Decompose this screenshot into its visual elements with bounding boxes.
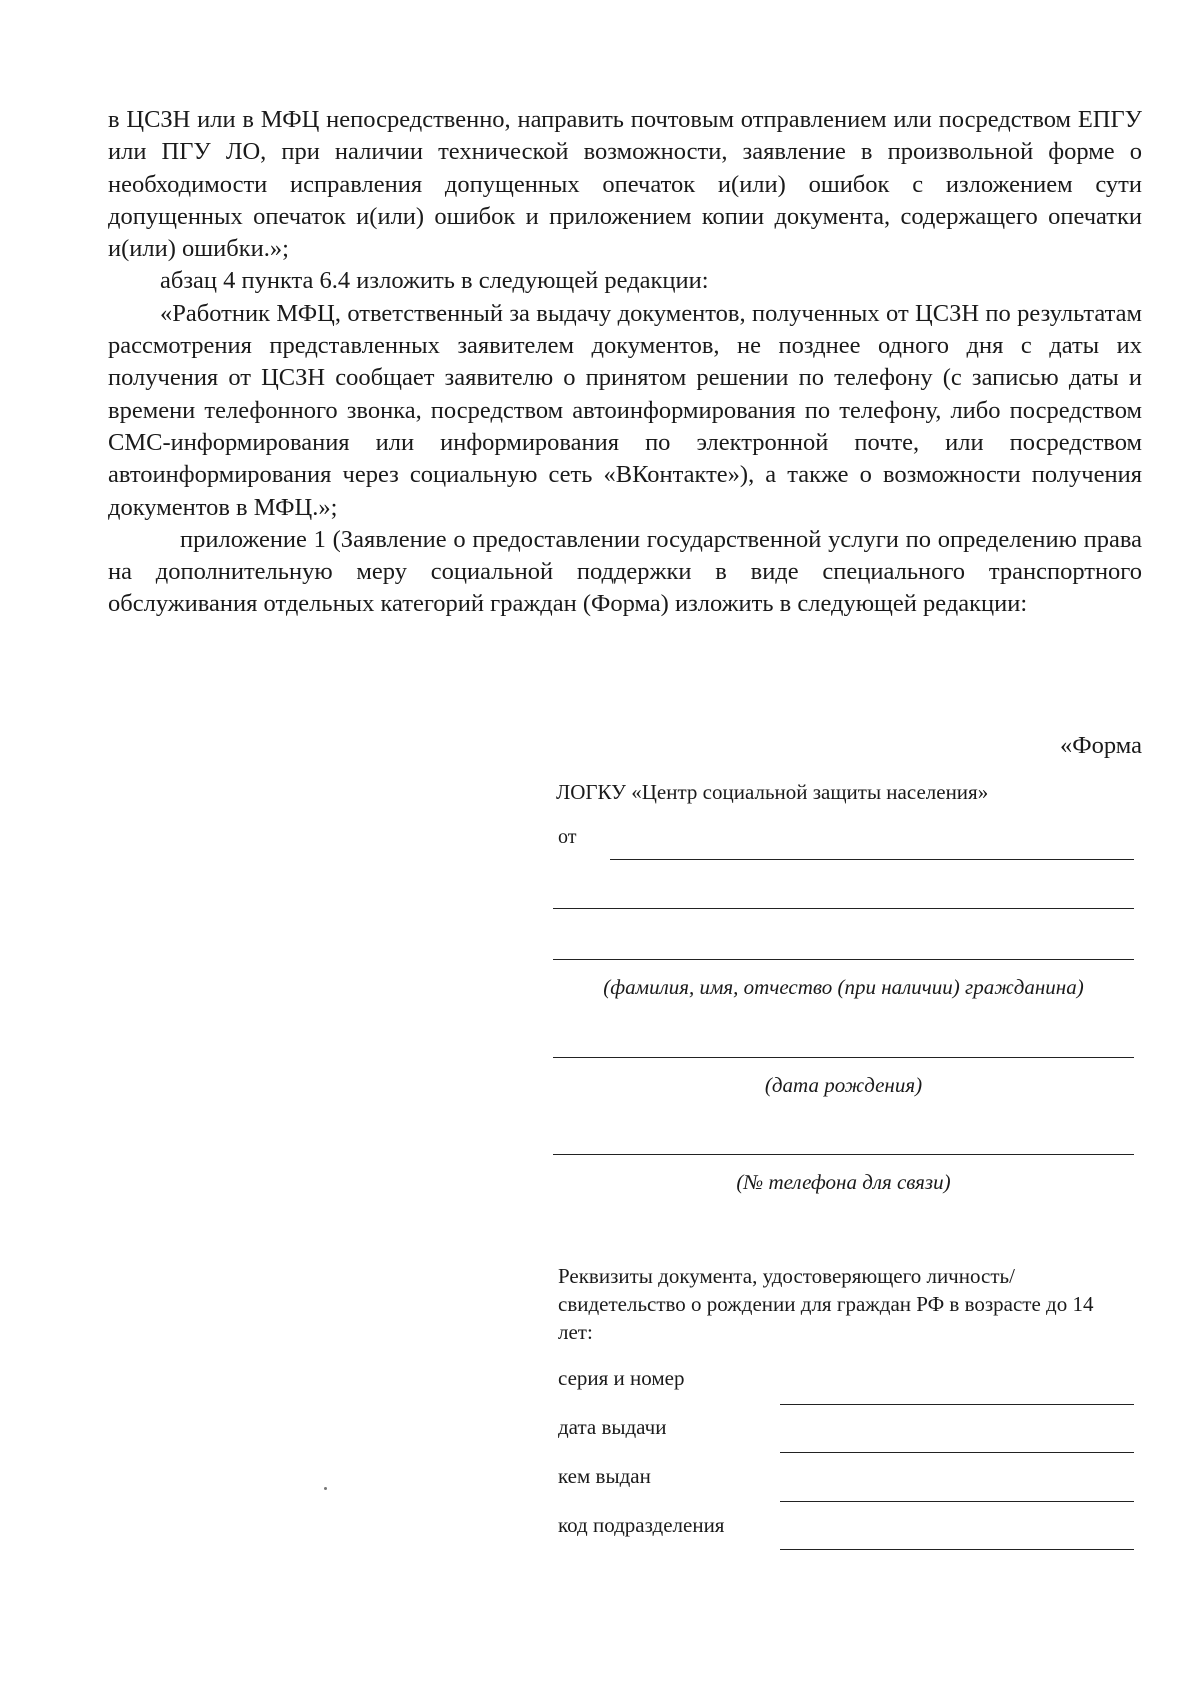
organization-name: ЛОГКУ «Центр социальной защиты населения» [556,780,989,804]
name-line-3[interactable] [553,959,1134,960]
name-line-2[interactable] [553,908,1134,909]
phone-line[interactable] [553,1154,1134,1155]
issue-date-label: дата выдачи [558,1415,667,1439]
name-caption: (фамилия, имя, отчество (при наличии) гражданина) [603,975,1084,999]
series-number-label: серия и номер [558,1366,685,1390]
division-code-label: код подразделения [558,1513,725,1537]
paragraph-2: абзац 4 пункта 6.4 изложить в следующей редакции: [160,267,709,295]
series-number-line[interactable] [780,1404,1134,1405]
paragraph-3: «Работник МФЦ, ответственный за выдачу документов, полученных от ЦСЗН по результатам рассмотрения представленных заявителем документов, не позднее одного дня с даты их получения от ЦСЗН сообщает заявителю о принятом решении по телефону (с записью даты и времени телефонного звонка, посредством автоинформирования по телефону, либо посредством СМС-информирования или информирования по электронной почте, или посредством автоинформирования через социальную сеть «ВКонтакте»), а также о возможности получения документов в МФЦ.»; [108,299,1142,521]
paragraph-1: в ЦСЗН или в МФЦ непосредственно, направить почтовым отправлением или посредством ЕПГУ или ПГУ ЛО, при наличии технической возможности, заявление в произвольной форме о необходимости исправления допущенных опечаток и(или) ошибок с изложением сути допущенных опечаток и(или) ошибок и приложением копии документа, содержащего опечатки и(или) ошибки.»; [108,106,1142,263]
issued-by-label: кем выдан [558,1464,651,1488]
body-text [108,104,1142,621]
from-label: от [558,826,577,848]
form-label: «Форма [1060,732,1142,759]
phone-caption: (№ телефона для связи) [736,1170,951,1194]
division-code-line[interactable] [780,1549,1134,1550]
paragraph-4: приложение 1 (Заявление о предоставлении государственной услуги по определению права на дополнительную меру социальной поддержки в виде специального транспортного обслуживания отдельных категорий граждан (Форма) изложить в следующей редакции: [108,525,1142,618]
birth-date-line[interactable] [553,1057,1134,1058]
birth-date-caption: (дата рождения) [764,1073,923,1097]
scan-speck [324,1487,327,1490]
id-document-heading: Реквизиты документа, удостоверяющего личность/свидетельство о рождении для граждан РФ в возрасте до 14 лет: [558,1264,1094,1344]
issued-by-line[interactable] [780,1501,1134,1502]
issue-date-line[interactable] [780,1452,1134,1453]
from-line[interactable] [610,859,1134,860]
